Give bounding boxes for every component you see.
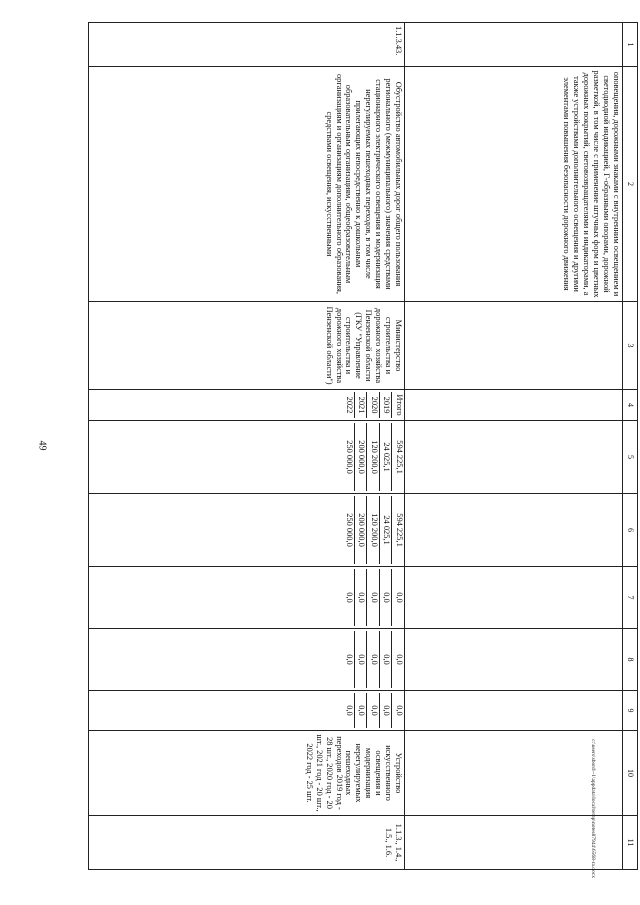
column-header: 5 xyxy=(623,421,638,494)
column-header: 10 xyxy=(623,731,638,816)
year-label: Итого xyxy=(392,392,405,418)
indicator-links: 1.1.3., 1.4., 1.5., 1.6. xyxy=(89,816,405,870)
item-name: Обустройство автомобильных дорог общего пользования регионального (межмуниципального) значения средствами стационарного электрического освещения и модернизация нерегулируемых пешеходных переходов, в том числе прилегающих непосредственно к дошкольным образовательным организациям, общеобразовательным организациям и организациям дополнительного образования, средствами освещения, искусственными xyxy=(89,67,405,302)
continuation-text: оповещения, дорожными знаками с внутренним освещением и светодиодной индикацией, Г-образными опорами, дорожной разметкой, в том числе с применение штучных форм и цветных дорожных покрытий, световозвращателями и индикаторами, а также устройствами дополнительного освещения и другими элементами повышения безопасности дорожного движения xyxy=(405,67,623,302)
value: 200 000,0 xyxy=(354,423,367,491)
expected-result: Устройство искусственного освещения и модернизация нерегулируемых пешеходных переходов 2019 год - 28 шт., 2020 год - 20 шт., 2021 год - 20 шт., 2022 год - 25 шт. xyxy=(89,731,405,816)
value: 0,0 xyxy=(392,693,405,728)
value: 0,0 xyxy=(345,592,354,603)
table-header-row xyxy=(623,23,638,870)
value: 250 000,0 xyxy=(345,440,354,474)
value: 594 225,1 xyxy=(392,496,405,564)
column-header: 9 xyxy=(623,691,638,731)
column-header: 6 xyxy=(623,494,638,567)
value: 0,0 xyxy=(345,705,354,716)
item-executor: Министерство строительства и дорожного хозяйства Пензенской области (ГКУ "Управление строительства и дорожного хозяйства Пензенской области") xyxy=(89,302,405,390)
year-label: 2020 xyxy=(367,392,380,418)
column-header: 3 xyxy=(623,302,638,390)
col6-cell xyxy=(89,494,405,567)
value: 0,0 xyxy=(379,693,392,728)
program-table xyxy=(88,22,638,869)
col7-cell xyxy=(89,567,405,629)
value: 0,0 xyxy=(354,569,367,626)
column-header: 4 xyxy=(623,390,638,421)
column-header: 11 xyxy=(623,816,638,870)
page-number: 49 xyxy=(36,440,48,451)
value: 0,0 xyxy=(367,631,380,688)
value: 0,0 xyxy=(379,569,392,626)
value: 0,0 xyxy=(345,654,354,665)
item-number: 1.1.3.43. xyxy=(89,23,405,67)
value: 24 025,1 xyxy=(379,423,392,491)
col8-cell xyxy=(89,629,405,691)
value: 0,0 xyxy=(392,631,405,688)
column-header: 8 xyxy=(623,629,638,691)
value: 24 025,1 xyxy=(379,496,392,564)
value: 120 200,0 xyxy=(367,423,380,491)
value: 0,0 xyxy=(367,693,380,728)
footer-file-path: c:\users\sbord\~1\appdata\local\temp\notes87944\6568-ra.docx xyxy=(590,739,596,878)
value: 200 000,0 xyxy=(354,496,367,564)
value: 250 000,0 xyxy=(345,513,354,547)
year-label: 2022 xyxy=(345,396,354,414)
table-row xyxy=(89,23,405,870)
col9-cell xyxy=(89,691,405,731)
years-cell xyxy=(89,390,405,421)
year-label: 2021 xyxy=(354,392,367,418)
year-label: 2019 xyxy=(379,392,392,418)
value: 0,0 xyxy=(379,631,392,688)
column-header: 7 xyxy=(623,567,638,629)
value: 0,0 xyxy=(354,693,367,728)
value: 594 225,1 xyxy=(392,423,405,491)
column-header: 2 xyxy=(623,67,638,302)
value: 0,0 xyxy=(367,569,380,626)
total-funding-cell xyxy=(89,421,405,494)
value: 120 200,0 xyxy=(367,496,380,564)
value: 0,0 xyxy=(392,569,405,626)
column-header: 1 xyxy=(623,23,638,67)
value: 0,0 xyxy=(354,631,367,688)
